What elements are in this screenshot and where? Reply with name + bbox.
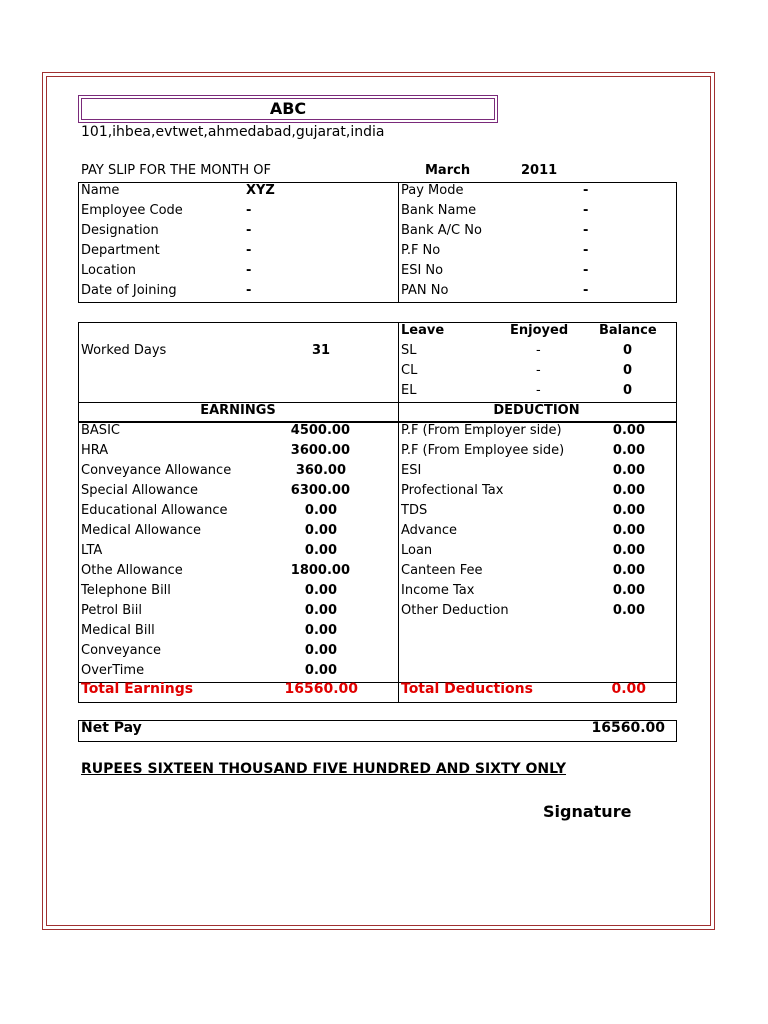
deduction-label: Profectional Tax [401,483,504,498]
earning-value: 0.00 [304,663,337,678]
leave-enjoyed: - [536,363,541,378]
earning-label: Medical Allowance [81,523,201,538]
total-deductions-value: 0.00 [611,681,646,697]
company-name: ABC [269,99,307,118]
deduction-label: Other Deduction [401,603,509,618]
employee-info-divider [398,182,399,302]
company-address: 101,ihbea,evtwet,ahmedabad,gujarat,india [81,124,385,140]
deduction-value: 0.00 [612,583,645,598]
earning-label: Conveyance Allowance [81,463,232,478]
leave-balance: 0 [623,343,633,358]
pay-mode-value: - [583,183,589,198]
payslip-year: 2011 [521,163,558,178]
earning-value: 360.00 [295,463,346,478]
payslip-month: March [425,163,471,178]
worked-days-value: 31 [312,343,331,358]
leave-type: SL [401,343,417,358]
net-pay-value: 16560.00 [591,720,665,736]
designation-label: Designation [81,223,159,238]
esi-no-label: ESI No [401,263,444,278]
pan-no-label: PAN No [401,283,449,298]
deduction-label: Loan [401,543,433,558]
bank-name-value: - [583,203,589,218]
pf-no-value: - [583,243,589,258]
earning-label: Conveyance [81,643,162,658]
earning-label: OverTime [81,663,145,678]
deduction-value: 0.00 [612,543,645,558]
department-label: Department [81,243,160,258]
earning-value: 0.00 [304,523,337,538]
bank-account-label: Bank A/C No [401,223,482,238]
bank-name-label: Bank Name [401,203,477,218]
earning-value: 0.00 [304,583,337,598]
earnings-header: EARNINGS [200,403,276,418]
deduction-value: 0.00 [612,443,645,458]
pay-mode-label: Pay Mode [401,183,464,198]
earning-value: 4500.00 [290,423,350,438]
earning-label: BASIC [81,423,120,438]
earning-value: 6300.00 [290,483,350,498]
employee-code-label: Employee Code [81,203,183,218]
earning-value: 0.00 [304,623,337,638]
leave-enjoyed: - [536,343,541,358]
earning-value: 1800.00 [290,563,350,578]
deduction-value: 0.00 [612,523,645,538]
leave-balance: 0 [623,363,633,378]
earning-label: Special Allowance [81,483,199,498]
deduction-label: TDS [401,503,428,518]
deduction-header: DEDUCTION [493,403,580,418]
designation-value: - [246,223,252,238]
name-label: Name [81,183,120,198]
earning-value: 0.00 [304,603,337,618]
department-value: - [246,243,252,258]
leave-enjoyed: - [536,383,541,398]
date-of-joining-label: Date of Joining [81,283,177,298]
deduction-value: 0.00 [612,563,645,578]
payslip-label: PAY SLIP FOR THE MONTH OF [81,163,271,178]
total-earnings-value: 16560.00 [284,681,358,697]
worked-days-label: Worked Days [81,343,167,358]
earning-label: LTA [81,543,103,558]
earning-value: 0.00 [304,503,337,518]
location-label: Location [81,263,136,278]
deduction-label: P.F (From Employee side) [401,443,565,458]
earning-label: HRA [81,443,109,458]
earning-value: 0.00 [304,543,337,558]
deduction-label: Income Tax [401,583,475,598]
total-deductions-label: Total Deductions [401,681,533,697]
bank-account-value: - [583,223,589,238]
total-earnings-label: Total Earnings [81,681,194,697]
date-of-joining-value: - [246,283,252,298]
leave-header: Leave [401,323,445,338]
net-pay-label: Net Pay [81,720,142,736]
leave-type: EL [401,383,417,398]
earning-label: Telephone Bill [81,583,171,598]
pf-no-label: P.F No [401,243,441,258]
deduction-value: 0.00 [612,483,645,498]
earning-label: Medical Bill [81,623,155,638]
earning-label: Othe Allowance [81,563,183,578]
deduction-value: 0.00 [612,603,645,618]
earning-value: 0.00 [304,643,337,658]
signature-label: Signature [543,802,632,821]
leave-type: CL [401,363,418,378]
earning-value: 3600.00 [290,443,350,458]
amount-in-words: RUPEES SIXTEEN THOUSAND FIVE HUNDRED AND SIXTY ONLY [81,761,567,777]
deduction-value: 0.00 [612,423,645,438]
deduction-value: 0.00 [612,503,645,518]
deduction-label: Advance [401,523,457,538]
name-value: XYZ [246,183,275,198]
earning-label: Educational Allowance [81,503,228,518]
esi-no-value: - [583,263,589,278]
balance-header: Balance [599,323,657,338]
earning-label: Petrol Biil [81,603,142,618]
salary-table-divider [398,322,399,702]
deduction-label: P.F (From Employer side) [401,423,562,438]
pan-no-value: - [583,283,589,298]
location-value: - [246,263,252,278]
deduction-value: 0.00 [612,463,645,478]
leave-balance: 0 [623,383,633,398]
enjoyed-header: Enjoyed [510,323,569,338]
employee-code-value: - [246,203,252,218]
deduction-label: ESI [401,463,422,478]
deduction-label: Canteen Fee [401,563,483,578]
